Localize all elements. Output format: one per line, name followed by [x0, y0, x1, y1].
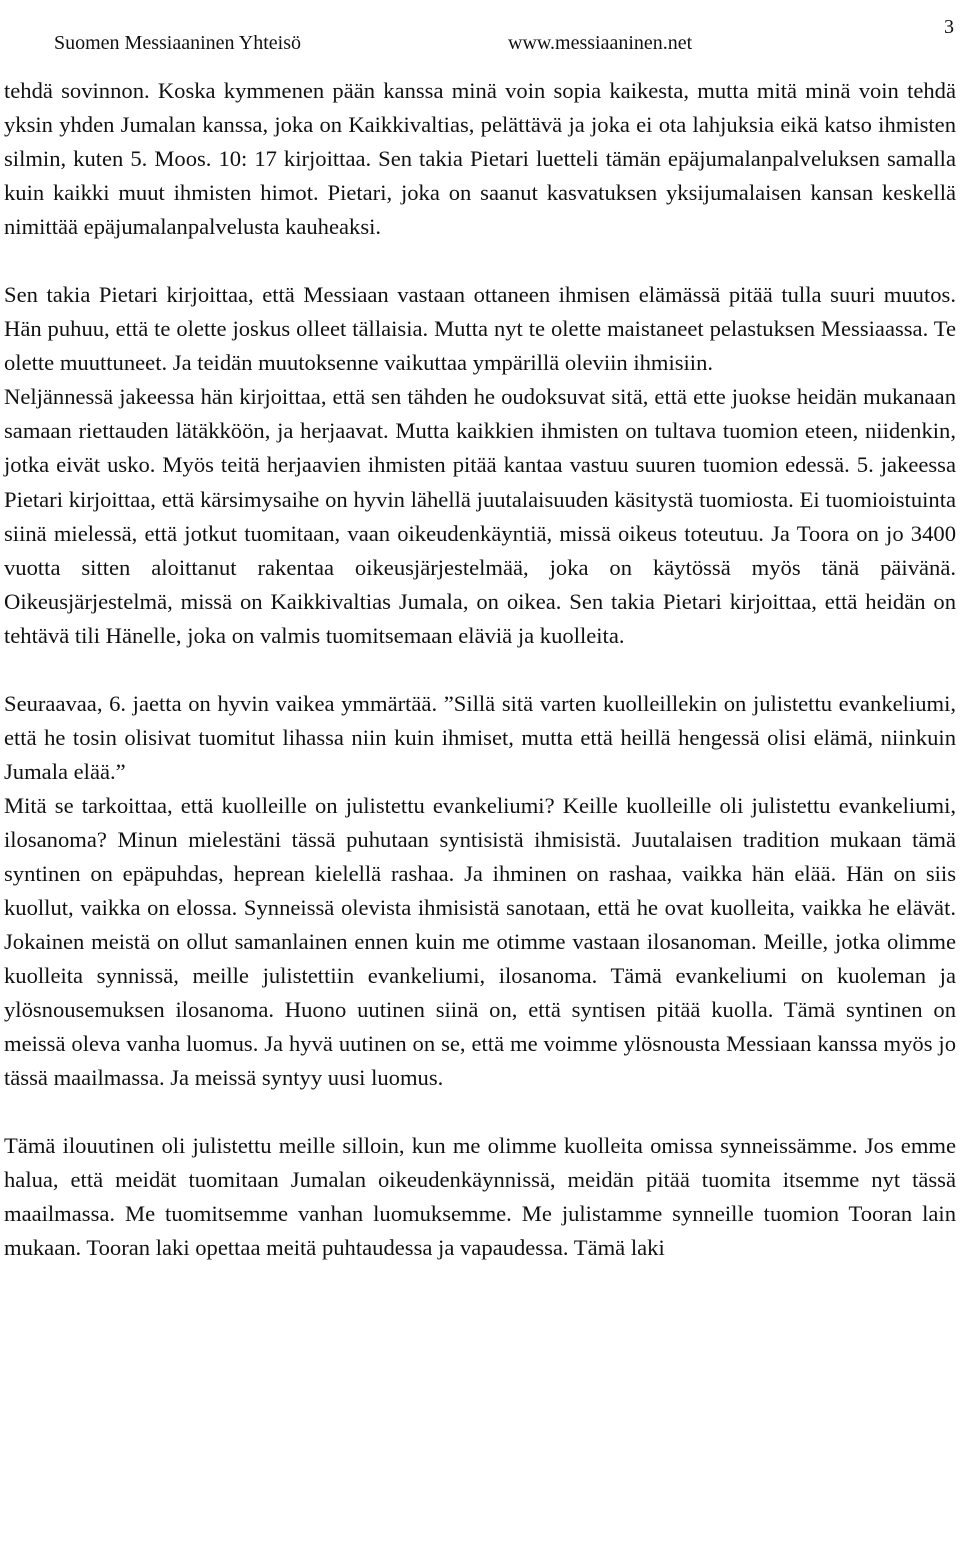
paragraph-5: Mitä se tarkoittaa, että kuolleille on julistettu evankeliumi? Keille kuolleille oli julistettu evankeliumi, ilosanoma? Minun mielestäni tässä puhutaan syntisistä ihmisistä. Juutalaisen tradition mukaan tämä syntinen on epäpuhdas, heprean kielellä rashaa. Ja ihminen on rashaa, vaikka hän elää. Hän on siis kuollut, vaikka on elossa. Synneissä olevista ihmisistä sanotaan, että he ovat kuolleita, vaikka he elävät. Jokainen meistä on ollut samanlainen ennen kuin me otimme vastaan ilosanoman. Meille, jotka olimme kuolleita synnissä, meille julistettiin evankeliumi, ilosanoma. Tämä evankeliumi on kuoleman ja ylösnousemuksen ilosanoma. Huono uutinen siinä on, että syntisen pitää kuolla. Tämä syntinen on meissä oleva vanha luomus. Ja hyvä uutinen on se, että me voimme ylösnousta Messiaan kanssa myös jo tässä maailmassa. Ja meissä syntyy uusi luomus.	[4, 792, 956, 1091]
document-body	[4, 74, 956, 1266]
header-website-link[interactable]: www.messiaaninen.net	[508, 32, 693, 54]
page-number: 3	[944, 16, 954, 38]
paragraph-4: Seuraavaa, 6. jaetta on hyvin vaikea ymmärtää. ”Sillä sitä varten kuolleillekin on julistettu evankeliumi, että he tosin olisivat tuomitut lihassa niin kuin ihmiset, mutta että heillä hengessä olisi elämä, niinkuin Jumala elää.”	[4, 690, 956, 784]
paragraph-6: Tämä ilouutinen oli julistettu meille silloin, kun me olimme kuolleita omissa synneissämme. Jos emme halua, että meidät tuomitaan Jumalan oikeudenkäynnissä, meidän pitää tuomita itsemme nyt tässä maailmassa. Me tuomitsemme vanhan luomuksemme. Me julistamme synneille tuomion Tooran lain mukaan. Tooran laki opettaa meitä puhtaudessa ja vapaudessa. Tämä laki	[4, 1133, 956, 1261]
paragraph-3: Neljännessä jakeessa hän kirjoittaa, että sen tähden he oudoksuvat sitä, että ette juokse heidän mukanaan samaan riettauden lätäkköön, ja herjaavat. Mutta kaikkien ihmisten on tultava tuomion eteen, niidenkin, jotka eivät usko. Myös teitä herjaavien ihmisten pitää kantaa vastuu suuren tuomion edessä. 5. jakeessa Pietari kirjoittaa, että kärsimysaihe on hyvin lähellä juutalaisuuden käsitystä tuomiosta. Ei tuomioistuinta siinä mielessä, että jotkut tuomitaan, vaan oikeudenkäyntiä, missä oikeus toteutuu. Ja Toora on jo 3400 vuotta sitten aloittanut rakentaa oikeusjärjestelmää, joka on käytössä myös tänä päivänä. Oikeusjärjestelmä, missä on Kaikkivaltias Jumala, on oikea. Sen takia Pietari kirjoittaa, että heidän on tehtävä tili Hänelle, joka on valmis tuomitsemaan eläviä ja kuolleita.	[4, 384, 956, 648]
page-header	[54, 16, 954, 56]
header-organization: Suomen Messiaaninen Yhteisö	[54, 32, 302, 54]
paragraph-2: Sen takia Pietari kirjoittaa, että Messiaan vastaan ottaneen ihmisen elämässä pitää tulla suuri muutos. Hän puhuu, että te olette joskus olleet tällaisia. Mutta nyt te olette maistaneet pelastuksen Messiaassa. Te olette muuttuneet. Ja teidän muutoksenne vaikuttaa ympärillä oleviin ihmisiin.	[4, 282, 956, 376]
paragraph-1: tehdä sovinnon. Koska kymmenen pään kanssa minä voin sopia kaikesta, mutta mitä minä voin tehdä yksin yhden Jumalan kanssa, joka on Kaikkivaltias, pelättävä ja joka ei ota lahjuksia eikä katso ihmisten silmin, kuten 5. Moos. 10: 17 kirjoittaa. Sen takia Pietari luetteli tämän epäjumalanpalveluksen samalla kuin kaikki muut ihmisten himot. Pietari, joka on saanut kasvatuksen yksijumalaisen kansan keskellä nimittää epäjumalanpalvelusta kauheaksi.	[4, 78, 956, 240]
